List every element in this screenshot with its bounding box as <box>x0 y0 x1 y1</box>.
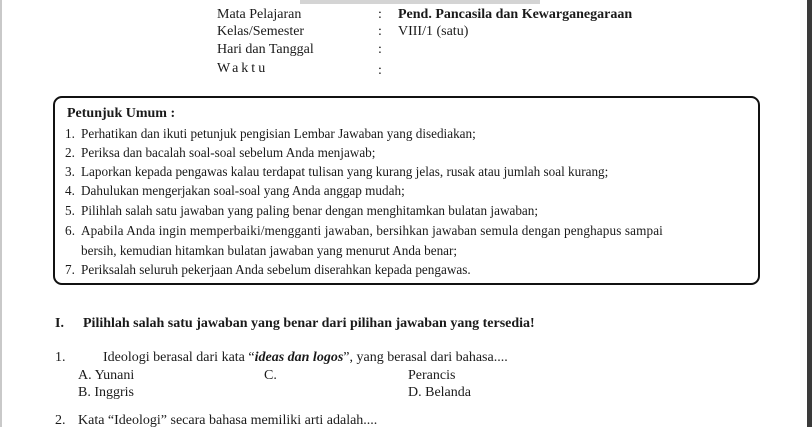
subject-label: Mata Pelajaran <box>217 7 302 22</box>
question-text: Kata “Ideologi” secara bahasa memiliki arti adalah.... <box>78 413 378 428</box>
instruction-item <box>65 202 745 221</box>
section-title: Pilihlah salah satu jawaban yang benar dari pilihan jawaban yang tersedia! <box>83 316 535 331</box>
instruction-number: 5. <box>65 203 75 218</box>
class-label: Kelas/Semester <box>217 24 305 39</box>
question-emphasis: ideas dan logos <box>254 350 344 365</box>
cropped-header-remnant <box>300 0 540 4</box>
page-left-edge <box>0 0 2 427</box>
class-colon: : <box>378 24 382 39</box>
section-number: I. <box>55 316 64 331</box>
viewer-scrollbar-edge <box>807 0 812 427</box>
instruction-number: 3. <box>65 164 75 179</box>
question-number: 1. <box>55 350 66 365</box>
class-value: VIII/1 (satu) <box>398 24 469 39</box>
instruction-number: 6. <box>65 223 76 238</box>
instruction-text: Pilihlah salah satu jawaban yang paling benar dengan menghitamkan bulatan jawaban; <box>81 203 539 218</box>
question-text <box>103 349 508 366</box>
instructions-title: Petunjuk Umum : <box>67 106 176 121</box>
instruction-text: Periksalah seluruh pekerjaan Anda sebelum diserahkan kepada pengawas. <box>81 262 471 277</box>
instruction-number: 4. <box>65 183 75 198</box>
instruction-text: Perhatikan dan ikuti petunjuk pengisian Lembar Jawaban yang disediakan; <box>81 126 476 141</box>
time-label: Waktu <box>217 61 269 76</box>
instruction-item <box>65 163 745 182</box>
subject-value: Pend. Pancasila dan Kewarganegaraan <box>398 7 633 22</box>
instruction-number: 1. <box>65 126 75 141</box>
instructions-box <box>53 96 760 285</box>
section-heading <box>55 316 535 332</box>
instruction-number: 2. <box>65 145 75 160</box>
option-c-label: C. <box>264 368 277 383</box>
option-c-text: Perancis <box>408 368 456 383</box>
date-label: Hari dan Tanggal <box>217 42 314 57</box>
instruction-item <box>65 144 745 163</box>
instruction-item <box>65 222 745 241</box>
instruction-item <box>65 182 745 201</box>
option-b: B. Inggris <box>78 385 134 400</box>
instruction-text: Laporkan kepada pengawas kalau terdapat tulisan yang kurang jelas, rusak atau jumlah soal kurang; <box>81 164 609 179</box>
date-colon: : <box>378 42 382 57</box>
question-text-part: Ideologi berasal dari kata “ <box>103 350 255 365</box>
option-d: D. Belanda <box>408 385 471 400</box>
instruction-text: Dahulukan mengerjakan soal-soal yang Anda anggap mudah; <box>81 183 405 198</box>
instruction-continuation: bersih, kemudian hitamkan bulatan jawaban yang menurut Anda benar; <box>81 243 458 258</box>
question-text-part: ”, yang berasal dari bahasa.... <box>343 350 508 365</box>
time-colon: : <box>378 63 382 78</box>
instruction-item <box>65 261 745 280</box>
instruction-text: Apabila Anda ingin memperbaiki/mengganti jawaban, bersihkan jawaban semula dengan penghapus sampai <box>81 223 663 238</box>
option-a: A. Yunani <box>78 368 135 383</box>
instruction-number: 7. <box>65 262 75 277</box>
question-number: 2. <box>55 413 66 428</box>
subject-colon: : <box>378 7 382 22</box>
instruction-item <box>65 125 745 144</box>
instruction-text: Periksa dan bacalah soal-soal sebelum Anda menjawab; <box>81 145 376 160</box>
